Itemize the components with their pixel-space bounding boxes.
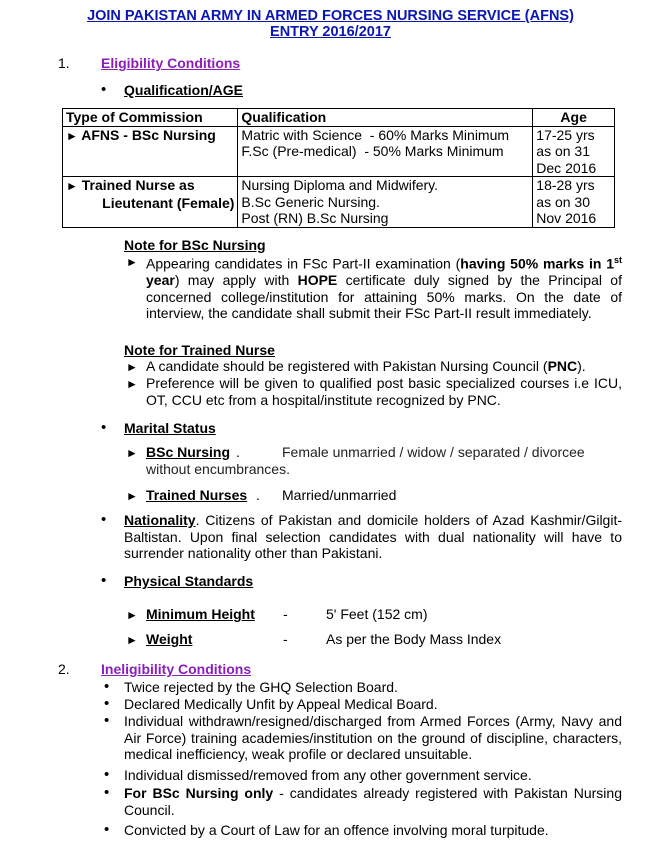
bsc-only-label: For BSc Nursing only [124, 785, 274, 801]
table-cell: AFNS - BSc Nursing [81, 126, 216, 143]
table-row [63, 177, 615, 228]
qualification-table [62, 108, 615, 228]
nationality-label: Nationality [124, 512, 196, 528]
bullet-icon: • [101, 419, 107, 436]
weight-label: Weight [146, 631, 193, 647]
bullet-icon: • [104, 784, 110, 801]
arrow-icon: ► [126, 255, 138, 269]
arrow-icon: ► [126, 377, 138, 391]
note-trained-item-1: A candidate should be registered with Pakistan Nursing Council (PNC). [146, 358, 586, 374]
arrow-icon: ► [126, 489, 138, 503]
marital-trained-text: Married/unmarried [282, 487, 397, 503]
table-header-cell: Type of Commission [63, 109, 238, 127]
table-cell: as on 30 [536, 193, 590, 210]
list-item: Twice rejected by the GHQ Selection Board. [124, 679, 398, 695]
arrow-icon: ► [126, 446, 138, 460]
table-cell: 17-25 yrs [536, 126, 595, 143]
table-row [63, 126, 615, 177]
arrow-icon: ► [126, 633, 138, 647]
bullet-icon: • [104, 766, 110, 783]
page-subtitle: ENTRY 2016/2017 [270, 24, 391, 40]
table-header-cell: Qualification [238, 109, 533, 127]
bullet-icon: • [104, 712, 110, 729]
bullet-icon: • [101, 572, 107, 589]
table-cell: B.Sc Generic Nursing. [241, 193, 380, 210]
table-header-row [63, 109, 615, 127]
bullet-icon: • [101, 81, 107, 98]
arrow-icon: ► [66, 179, 78, 193]
section-title-ineligibility: Ineligibility Conditions [101, 661, 252, 677]
table-cell: 18-28 yrs [536, 177, 595, 193]
table-cell: Lieutenant (Female) [102, 194, 235, 211]
note-trained-item-2: Preference will be given to qualified post basic specialized courses i.e ICU, OT, CCU etc from a hospital/institute recognized by PNC. [146, 375, 622, 408]
bullet-icon: • [101, 511, 107, 528]
table-cell: Nov 2016 [536, 210, 597, 226]
arrow-icon: ► [66, 128, 78, 143]
page-title: JOIN PAKISTAN ARMY IN ARMED FORCES NURSING SERVICE (AFNS) [87, 8, 574, 24]
list-item: Individual dismissed/removed from any other government service. [124, 767, 532, 783]
list-item: Convicted by a Court of Law for an offence involving moral turpitude. [124, 822, 549, 838]
note-bsc-text: Appearing candidates in FSc Part-II examination (having 50% marks in 1st year) may apply with HOPE certificate duly signed by the Principal of concerned college/institution for attaining 50% marks. On the date of interview, the candidate shall submit their FSc Part-II result immediately. [146, 255, 623, 322]
height-dash: - [283, 606, 288, 622]
note-bsc-heading: Note for BSc Nursing [124, 237, 266, 253]
table-cell: F.Sc (Pre-medical) - 50% Marks Minimum [241, 143, 504, 159]
bullet-icon: • [104, 821, 110, 838]
table-cell: Matric with Science - 60% Marks Minimum [241, 126, 510, 143]
table-header-cell: Age [533, 109, 615, 127]
marital-heading: Marital Status [124, 420, 216, 436]
weight-value: As per the Body Mass Index [326, 631, 502, 647]
section-title-eligibility: Eligibility Conditions [101, 55, 241, 71]
qualification-heading: Qualification/AGE [124, 82, 244, 98]
table-cell: Dec 2016 [536, 159, 597, 176]
min-height-value: 5' Feet (152 cm) [326, 606, 428, 622]
min-height-label: Minimum Height [146, 606, 255, 622]
weight-dash: - [283, 631, 288, 647]
section-number-2: 2. [58, 661, 70, 677]
marital-bsc-label: BSc Nursing [146, 444, 231, 460]
table-cell: Post (RN) B.Sc Nursing [241, 210, 389, 226]
section-number-1: 1. [58, 55, 70, 71]
note-trained-heading: Note for Trained Nurse [124, 342, 275, 358]
physical-heading: Physical Standards [124, 573, 254, 589]
list-item: Individual withdrawn/resigned/discharged from Armed Forces (Army, Navy and Air Force) training academies/institution on the ground of discipline, characters, medical inefficiency, weak profile or declared unsuitable. [124, 713, 622, 762]
marital-bsc-text: Female unmarried / widow / separated / divorcee without encumbrances. [146, 444, 585, 477]
table-cell: Nursing Diploma and Midwifery. [241, 177, 439, 193]
table-cell: as on 31 [536, 143, 590, 159]
arrow-icon: ► [126, 360, 138, 374]
table-cell: Trained Nurse as [81, 177, 195, 193]
arrow-icon: ► [126, 608, 138, 622]
bullet-icon: • [104, 695, 110, 712]
bullet-icon: • [104, 678, 110, 695]
marital-trained-label: Trained Nurses [146, 487, 248, 503]
list-item: Declared Medically Unfit by Appeal Medical Board. [124, 696, 438, 712]
list-item: For BSc Nursing only - candidates already registered with Pakistan Nursing Council. [124, 785, 622, 818]
nationality-paragraph: Nationality. Citizens of Pakistan and domicile holders of Azad Kashmir/Gilgit-Baltistan. Upon final selection candidates with dual nationality will have to surrender nationality other than Pakistani. [124, 512, 623, 561]
